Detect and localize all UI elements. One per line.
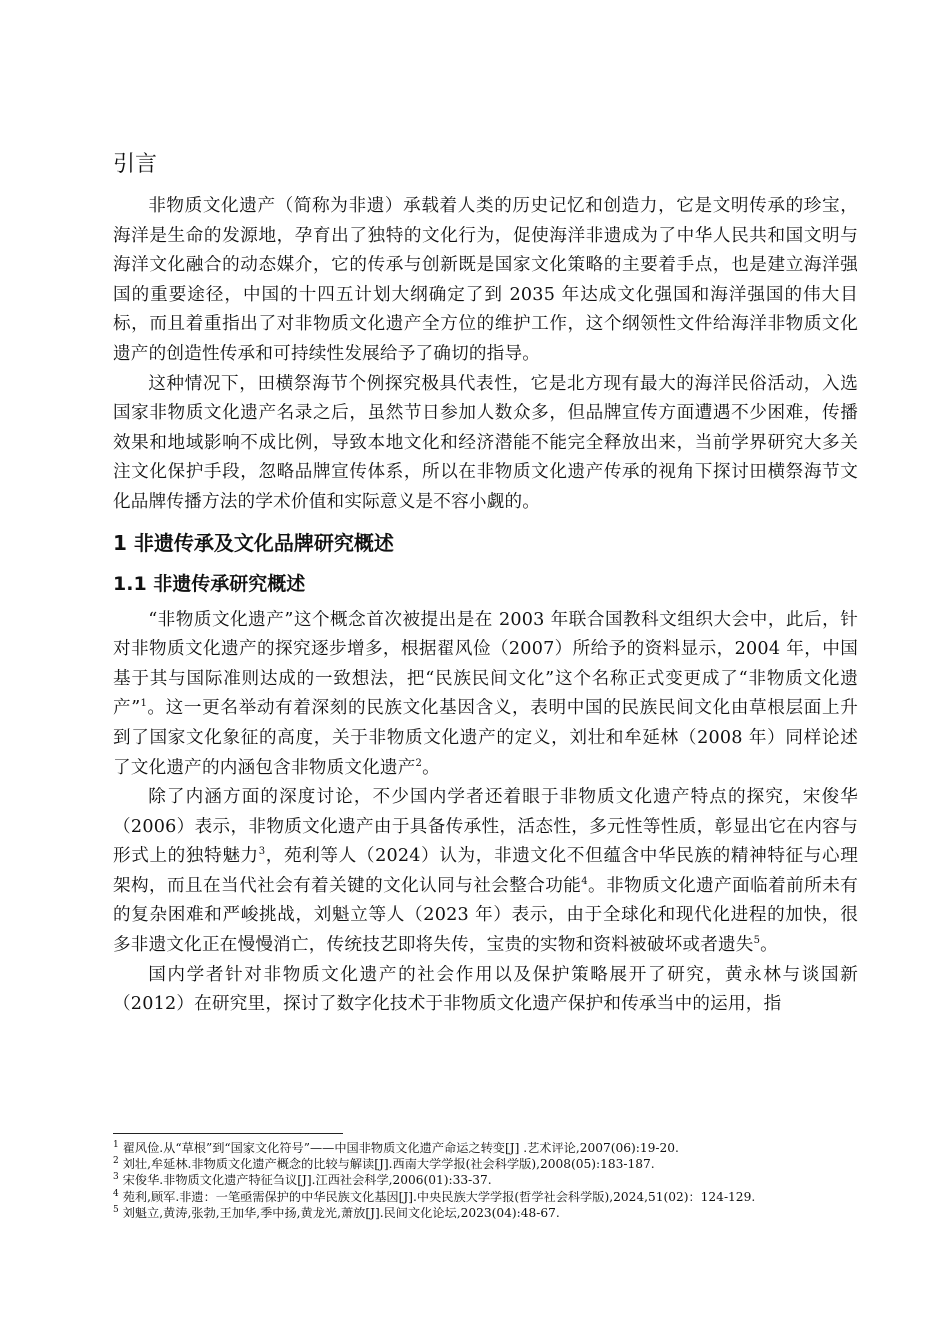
footnote-text: 宋俊华.非物质文化遗产特征刍议[J].江西社会科学,2006(01):33-37.	[122, 1173, 492, 1188]
paragraph-text: “非物质文化遗产”这个概念首次被提出是在 2003 年联合国教科文组织大会中，此后，针对非物质文化遗产的探究逐步增多，根据翟风俭（2007）所给予的资料显示，2004 年，中国基于其与国际准则达成的一致想法，把“民族民间文化”这个名称正式变更成了“非物质文化遗产”	[113, 609, 858, 719]
intro-heading: 引言	[113, 152, 158, 177]
footnote-1	[113, 1140, 858, 1156]
footnote-number: 5	[113, 1204, 119, 1215]
paragraph-text: 除了内涵方面的深度讨论，不少国内学者还着眼于非物质文化遗产特点的探究，宋俊华（2006）表示，非物质文化遗产由于具备传承性，活态性，多元性等性质，彰显出它在内容与形式上的独特魅力	[113, 787, 858, 867]
footnote-number: 2	[113, 1156, 119, 1167]
footnote-ref-5[interactable]: 5	[753, 935, 761, 947]
footnote-text: 刘壮,牟延林.非物质文化遗产概念的比较与解读[J].西南大学学报(社会科学版),2008(05):183-187.	[122, 1157, 655, 1172]
footnote-ref-3[interactable]: 3	[258, 846, 266, 858]
paragraph-text: 。这一更名举动有着深刻的民族文化基因含义，表明中国的民族民间文化由草根层面上升到了国家文化象征的高度，关于非物质文化遗产的定义，刘壮和牟延林（2008 年）同样论述了文化遗产的内涵包含非物质文化遗产	[113, 698, 858, 778]
paragraph-text: ，苑利等人（2024）认为，非遗文化不但蕴含中华民族的精神特征与心理架构，而且在当代社会有着关键的文化认同与社会整合功能	[113, 846, 858, 896]
section-1-1-paragraph-3: 国内学者针对非物质文化遗产的社会作用以及保护策略展开了研究，黄永林与谈国新（2012）在研究里，探讨了数字化技术于非物质文化遗产保护和传承当中的运用，指	[113, 964, 858, 1015]
footnote-ref-2[interactable]: 2	[415, 757, 423, 769]
footnote-4	[113, 1189, 858, 1205]
footnote-2	[113, 1156, 858, 1172]
footnote-text: 刘魁立,黄涛,张勃,王加华,季中扬,黄龙光,萧放[J].民间文化论坛,2023(04):48-67.	[122, 1205, 560, 1220]
section-1-1-heading: 1.1 非遗传承研究概述	[113, 572, 306, 595]
footnotes	[113, 1133, 858, 1221]
intro-paragraph-1: 非物质文化遗产（简称为非遗）承载着人类的历史记忆和创造力，它是文明传承的珍宝，海洋是生命的发源地，孕育出了独特的文化行为，促使海洋非遗成为了中华人民共和国文明与海洋文化融合的动态媒介，它的传承与创新既是国家文化策略的主要着手点，也是建立海洋强国的重要途径，中国的十四五计划大纲确定了到 2035 年达成文化强国和海洋强国的伟大目标，而且着重指出了对非物质文化遗产全方位的维护工作，这个纲领性文件给海洋非物质文化遗产的创造性传承和可持续性发展给予了确切的指导。	[113, 196, 858, 364]
footnote-ref-1[interactable]: 1	[140, 698, 147, 710]
paragraph-text: 。	[422, 757, 440, 778]
footnote-number: 1	[113, 1139, 119, 1150]
footnote-3	[113, 1172, 858, 1188]
footnote-ref-4[interactable]: 4	[581, 876, 588, 888]
footnote-number: 3	[113, 1172, 119, 1183]
main-content	[113, 150, 858, 1020]
intro-paragraph-2: 这种情况下，田横祭海节个例探究极具代表性，它是北方现有最大的海洋民俗活动，入选国家非物质文化遗产名录之后，虽然节日参加人数众多，但品牌宣传方面遭遇不少困难，传播效果和地域影响不成比例，导致本地文化和经济潜能不能完全释放出来，当前学界研究大多关注文化保护手段，忽略品牌宣传体系，所以在非物质文化遗产传承的视角下探讨田横祭海节文化品牌传播方法的学术价值和实际意义是不容小觑的。	[113, 373, 858, 512]
footnote-5	[113, 1205, 858, 1221]
section-1-heading: 1 非遗传承及文化品牌研究概述	[113, 530, 394, 555]
section-1-1-paragraph-1	[113, 606, 858, 784]
footnote-number: 4	[113, 1188, 119, 1199]
paragraph-text: 。	[760, 935, 778, 956]
section-1-1-paragraph-2	[113, 783, 858, 961]
paragraph-text: 。非物质文化遗产面临着前所未有的复杂困难和严峻挑战，刘魁立等人（2023 年）表示，由于全球化和现代化进程的加快，很多非遗文化正在慢慢消亡，传统技艺即将失传，宝贵的实物和资料被破坏或者遗失	[113, 875, 858, 956]
footnote-divider	[113, 1133, 343, 1134]
footnote-text: 苑利,顾军.非遗：一笔亟需保护的中华民族文化基因[J].中央民族大学学报(哲学社会科学版),2024,51(02)：124-129.	[122, 1189, 756, 1204]
footnote-text: 翟风俭.从“草根”到“国家文化符号”——中国非物质文化遗产命运之转变[J] .艺术评论,2007(06):19-20.	[122, 1141, 679, 1155]
